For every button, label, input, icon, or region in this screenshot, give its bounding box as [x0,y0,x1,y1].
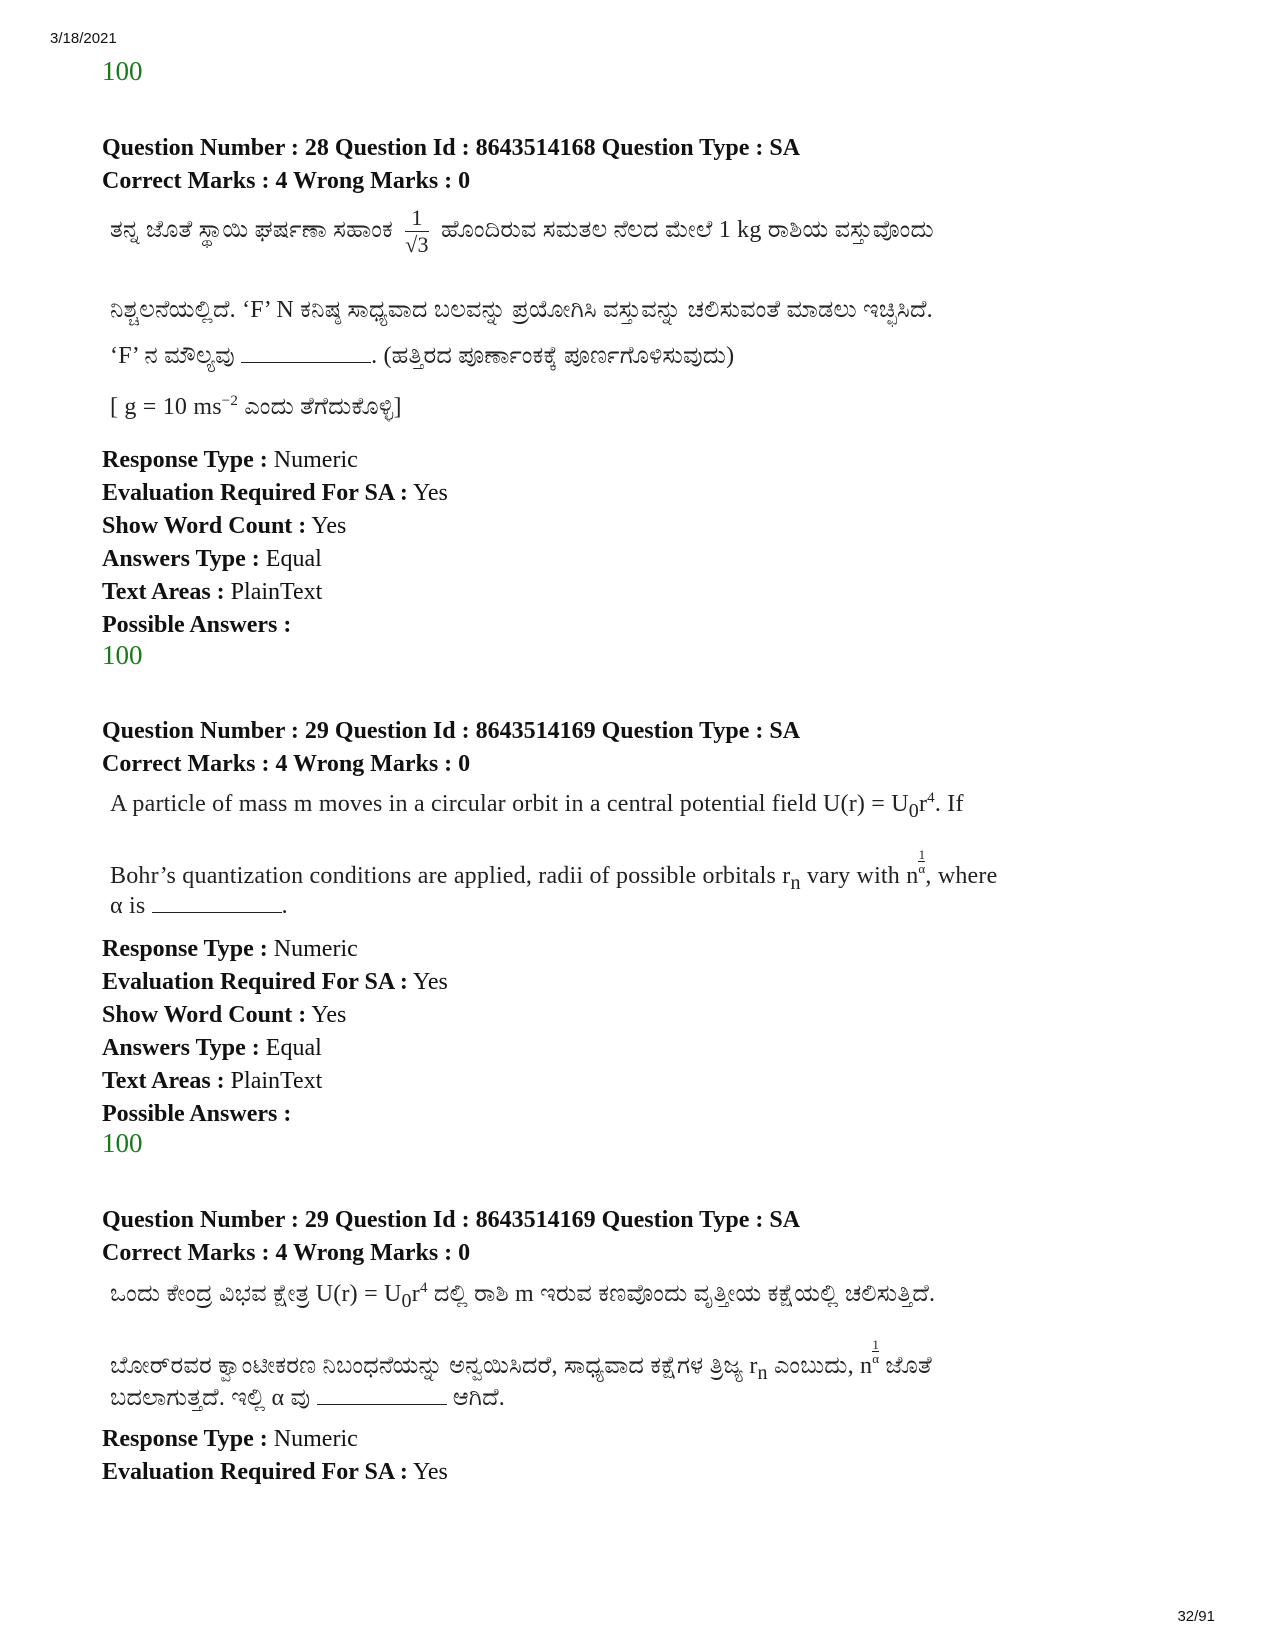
subscript: 0 [401,1289,412,1312]
answer-blank [317,1384,447,1405]
page-date: 3/18/2021 [50,30,117,47]
question-line [110,892,288,920]
superscript: −2 [221,393,239,409]
question-text-segment: ಜೊತೆ [879,1353,932,1379]
fraction-denominator: α [872,1351,880,1366]
question-text [110,205,1190,435]
meta-answers-type: Answers Type : Equal [102,1035,322,1061]
question-text-segment: ದಲ್ಲಿ ರಾಶಿ m ಇರುವ ಕಣವೊಂದು ವೃತ್ತೀಯ ಕಕ್ಷೆಯಲ್ಲಿ ಚಲಿಸುತ್ತಿದೆ. [427,1281,936,1307]
question-text-segment: ಬೋರ್‌ರವರ ಕ್ವಾಂಟೀಕರಣ ನಿಬಂಧನೆಯನ್ನು ಅನ್ವಯಿಸಿದರೆ, ಸಾಧ್ಯವಾದ ಕಕ್ಷೆಗಳ ತ್ರಿಜ್ಯ r [110,1353,758,1379]
question-text-segment: r [918,791,928,817]
question-text-segment: ಬದಲಾಗುತ್ತದೆ. ಇಲ್ಲಿ α ವು [110,1385,311,1411]
question-text-segment: [ g = 10 ms [110,394,222,420]
meta-evaluation-required: Evaluation Required For SA : Yes [102,1459,448,1485]
subscript: n [790,871,801,894]
question-line [110,1384,505,1412]
question-text-segment: , where [925,863,998,889]
meta-possible-answers: Possible Answers : [102,612,292,638]
fraction-denominator: α [918,861,926,876]
question-line [110,205,934,258]
superscript: 4 [419,1280,428,1296]
meta-evaluation-required: Evaluation Required For SA : Yes [102,969,448,995]
possible-answer-value: 100 [102,56,143,86]
question-text-segment: α is [110,893,146,919]
meta-text-areas: Text Areas : PlainText [102,1068,323,1094]
question-text-segment: ಆಗಿದೆ. [446,1385,505,1411]
meta-show-word-count: Show Word Count : Yes [102,1002,347,1028]
meta-possible-answers: Possible Answers : [102,1101,292,1127]
fraction-numerator: 1 [405,205,428,232]
meta-text-areas: Text Areas : PlainText [102,579,323,605]
meta-response-type: Response Type : Numeric [102,1426,358,1452]
fraction-numerator: 1 [918,847,926,862]
question-line [110,848,997,895]
question-text-segment: ತನ್ನ ಜೊತೆ ಸ್ಥಾಯಿ ಘರ್ಷಣಾ ಸಹಾಂಕ [110,217,394,244]
question-heading: Question Number : 29 Question Id : 8643514169 Question Type : SA [102,1207,801,1233]
question-text-segment: ಎಂದು ತೆಗೆದುಕೊಳ್ಳಿ] [244,394,402,420]
question-text-segment: A particle of mass m moves in a circular orbit in a central potential field U(r) = U [110,791,909,817]
question-marks: Correct Marks : 4 Wrong Marks : 0 [102,168,471,194]
question-text-segment: ಎಂಬುದು, n [767,1353,873,1379]
fraction-numerator: 1 [872,1337,880,1352]
question-text-segment: ಹೊಂದಿರುವ ಸಮತಲ ನೆಲದ ಮೇಲೆ 1 kg ರಾಶಿಯ ವಸ್ತುವೊಂದು [440,217,934,244]
meta-answers-type: Answers Type : Equal [102,546,322,572]
subscript: 0 [908,799,919,822]
meta-show-word-count: Show Word Count : Yes [102,513,347,539]
question-line [110,342,734,370]
question-text-segment: ಒಂದು ಕೇಂದ್ರ ವಿಭವ ಕ್ಷೇತ್ರ U(r) = U [110,1281,402,1307]
meta-evaluation-required: Evaluation Required For SA : Yes [102,480,448,506]
question-marks: Correct Marks : 4 Wrong Marks : 0 [102,1240,471,1266]
question-marks: Correct Marks : 4 Wrong Marks : 0 [102,751,471,777]
fraction-denominator: √3 [405,232,429,257]
question-text [110,790,1190,940]
answer-blank [241,342,371,363]
question-text-segment: ‘F’ ನ ಮೌಲ್ಯವು [110,343,235,369]
question-line [110,1280,935,1313]
question-text [110,1280,1190,1430]
question-text-segment: Bohr’s quantization conditions are applied, radii of possible orbitals r [110,863,791,889]
question-text-segment: . (ಹತ್ತಿರದ ಪೂರ್ಣಾಂಕಕ್ಕೆ ಪೂರ್ಣಗೊಳಿಸುವುದು) [371,343,735,369]
superscript: 4 [927,790,935,806]
question-text-segment: vary with n [800,863,919,889]
question-text-segment: r [411,1281,420,1307]
meta-response-type: Response Type : Numeric [102,447,358,473]
question-line [110,297,933,324]
meta-response-type: Response Type : Numeric [102,936,358,962]
fraction [405,205,428,258]
question-line [110,1338,932,1385]
answer-blank [152,892,282,913]
question-text-segment: ನಿಶ್ಚಲನೆಯಲ್ಲಿದೆ. ‘F’ N ಕನಿಷ್ಠ ಸಾಧ್ಯವಾದ ಬಲವನ್ನು ಪ್ರಯೋಗಿಸಿ ವಸ್ತುವನ್ನು ಚಲಿಸುವಂತೆ ಮಾಡಲು ಇಚ್ಛಿಸಿದೆ. [110,297,933,323]
question-line [110,393,402,421]
question-text-segment: . [281,893,288,919]
question-text-segment: . If [934,791,964,817]
page-number: 32/91 [1177,1608,1215,1625]
question-heading: Question Number : 29 Question Id : 8643514169 Question Type : SA [102,718,801,744]
question-line [110,790,964,823]
possible-answer-value: 100 [102,1128,143,1158]
possible-answer-value: 100 [102,640,143,670]
subscript: n [757,1361,768,1384]
question-heading: Question Number : 28 Question Id : 8643514168 Question Type : SA [102,135,801,161]
